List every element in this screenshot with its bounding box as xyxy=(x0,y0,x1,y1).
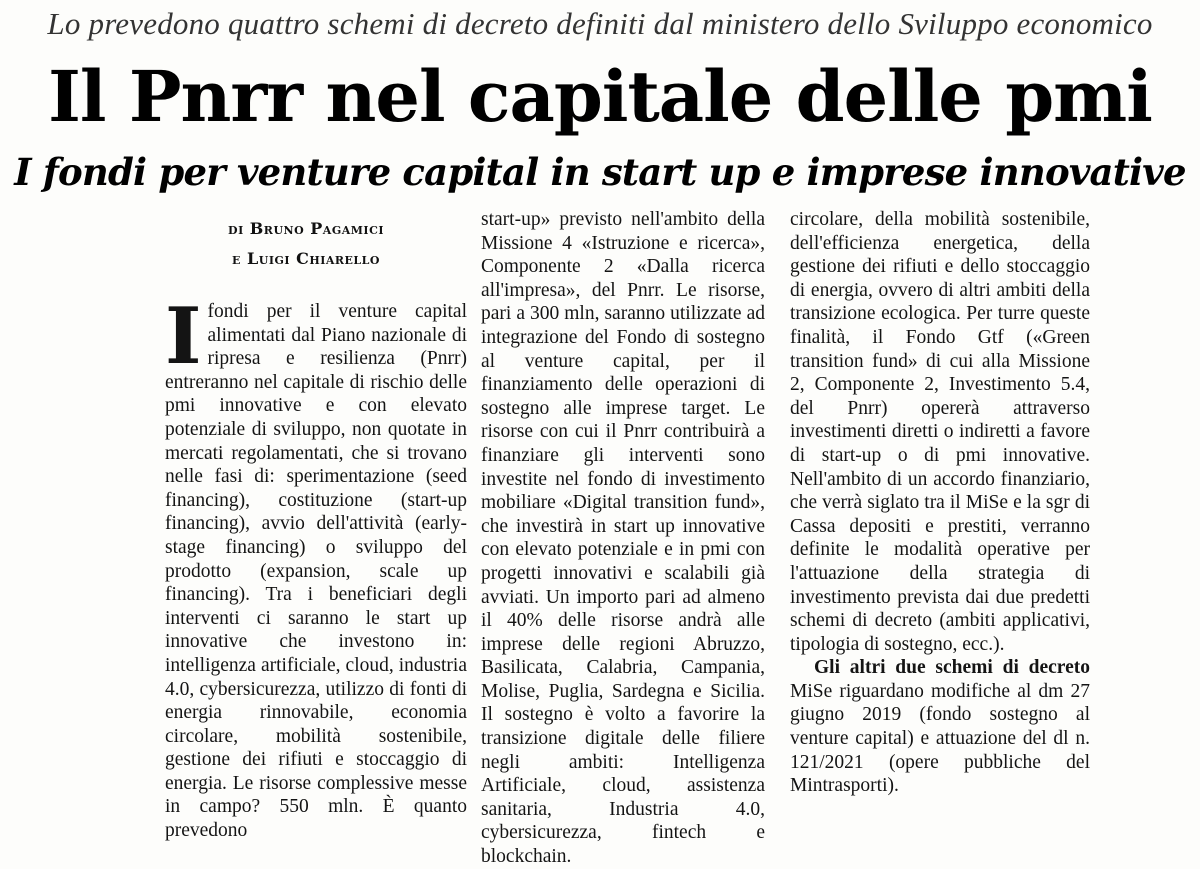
column-3-paragraph-2-text: MiSe riguardano modifiche al dm 27 giugno 2019 (fondo sostegno al venture capital) e attuazione del dl n. 121/2021 (opere pubbliche del Mintrasporti). xyxy=(790,680,1090,797)
article-column-1 xyxy=(165,291,467,846)
byline-author-2: e Luigi Chiarello xyxy=(232,249,380,268)
paragraph-lead-in: Gli altri due schemi di decreto xyxy=(814,657,1090,679)
column-3-paragraph-2 xyxy=(790,656,1090,798)
drop-cap: I xyxy=(165,291,202,382)
column-2-paragraph: start-up» previsto nell'ambito della Missione 4 «Istruzione e ricerca», Componente 2 «Dalla ricerca all'impresa», del Pnrr. Le risorse, pari a 300 mln, saranno utilizzate ad integrazione del Fondo di sostegno al venture capital, per il finanziamento delle operazioni di sostegno alle imprese target. Le risorse con cui il Pnrr contribuirà a finanziare gli interventi sono investite nel fondo di investimento mobiliare «Digital transition fund», che investirà in start up innovative con elevato potenziale e in pmi con progetti innovativi e scalabili già avviati. Un importo pari ad almeno il 40% delle risorse andrà alle imprese delle regioni Abruzzo, Basilicata, Calabria, Campania, Molise, Puglia, Sardegna e Sicilia. Il sostegno è volto a favorire la transizione digitale delle filiere negli ambiti: Intelligenza Artificiale, cloud, assistenza sanitaria, Industria 4.0, cybersicurezza, fintech e blockchain. xyxy=(481,209,765,868)
column-3-paragraph-1: circolare, della mobilità sostenibile, dell'efficienza energetica, della gestione dei rifiuti e dello stoccaggio di energia, ovvero di altri ambiti della transizione ecologica. Per turre queste finalità, il Fondo Gtf («Green transition fund» di cui alla Missione 2, Componente 2, Investimento 5.4, del Pnrr) opererà attraverso investimenti diretti o indiretti a favore di start-up o di pmi innovative. Nell'ambito di un accordo finanziario, che verrà siglato tra il MiSe e la sgr di Cassa depositi e prestiti, verranno definite le modalità operative per l'attuazione della strategia di investimento prevista dai due predetti schemi di decreto (ambiti applicativi, tipologia di sostegno, ecc.). xyxy=(790,209,1090,655)
article-column-3 xyxy=(790,208,1090,846)
byline-author-1: di Bruno Pagamici xyxy=(228,219,384,238)
article-column-2 xyxy=(481,208,765,868)
kicker: Lo prevedono quattro schemi di decreto definiti dal ministero dello Sviluppo economico xyxy=(47,6,1153,41)
headline: Il Pnrr nel capitale delle pmi xyxy=(48,55,1152,138)
subheadline: I fondi per venture capital in start up e imprese innovative xyxy=(14,150,1186,194)
column-1-text: fondi per il venture capital alimentati dal Piano nazionale di ripresa e resilienza (Pnrr) entreranno nel capitale di rischio delle pmi innovative e con elevato potenziale di sviluppo, non quotate in mercati regolamentati, che si trovano nelle fasi di: sperimentazione (seed financing), costituzione (start-up financing), avvio dell'attività (early-stage financing) o sviluppo del prodotto (expansion, scale up financing). Tra i beneficiari degli interventi ci saranno le start up innovative che investono in: intelligenza artificiale, cloud, industria 4.0, cybersicurezza, utilizzo di fonti di energia rinnovabile, economia circolare, mobilità sostenibile, gestione dei rifiuti e stoccaggio di energia. Le risorse complessive messe in campo? 550 mln. È quanto prevedono xyxy=(165,301,467,842)
column-1-paragraph xyxy=(165,291,467,843)
